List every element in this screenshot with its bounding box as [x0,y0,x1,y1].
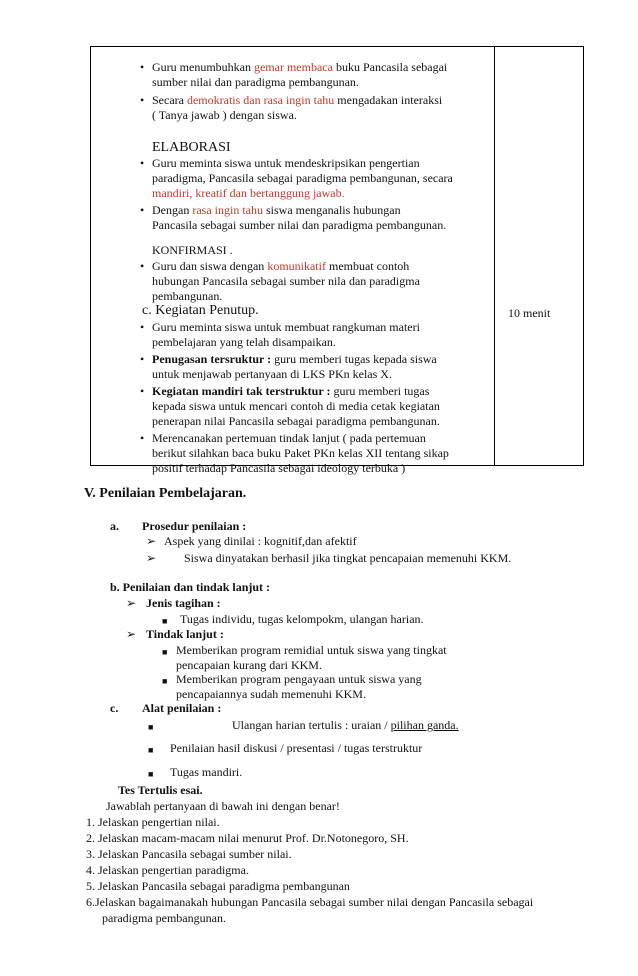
tes-instruction: Jawablah pertanyaan di bawah ini dengan benar! [106,799,340,813]
elaborasi-heading: ELABORASI [152,140,231,155]
penilaian-title: b. Penilaian dan tindak lanjut : [110,580,271,594]
bullet-icon: • [140,156,145,170]
list-item: Memberikan program pengayaan untuk siswa yang pencapaiannya sudah memenuhi KKM. [176,672,422,701]
square-bullet-icon: ■ [148,745,154,755]
bullet-item: • Penugasan tersruktur : guru memberi tugas kepada siswa untuk menjawab pertanyaan di LKS PKn kelas X. [140,352,437,381]
bullet-item: • Dengan rasa ingin tahu siswa menganalis hubungan Pancasila sebagai sumber nilai dan paradigma pembangunan. [140,203,447,232]
bullet-icon: • [140,384,145,398]
bullet-icon: • [140,60,145,74]
bullet-icon: • [140,93,145,107]
bullet-item: • Guru menumbuhkan gemar membaca buku Pancasila sebagai sumber nilai dan paradigma pembangunan. [140,60,448,89]
alat-penilaian-title: Alat penilaian : [142,701,222,715]
duration-cell: 10 menit [508,306,551,320]
jenis-tagihan-title: Jenis tagihan : [146,596,221,610]
bullet-item: • Kegiatan mandiri tak terstruktur : guru memberi tugas kepada siswa untuk mencari contoh di media cetak kegiatan penerapan nilai Pancasila sebagai paradigma pembangunan. [140,384,440,428]
question-item: 4. Jelaskan pengertian paradigma. [86,863,249,877]
konfirmasi-heading: KONFIRMASI . [152,243,233,257]
list-item: Tugas mandiri. [170,765,243,779]
list-item: Penilaian hasil diskusi / presentasi / tugas terstruktur [170,741,423,755]
bullet-icon: • [140,320,145,334]
arrow-bullet-icon: ➢ [126,627,137,641]
question-item: 1. Jelaskan pengertian nilai. [86,815,220,829]
list-item: Tugas individu, tugas kelompokm, ulangan harian. [180,612,424,626]
question-item: 5. Jelaskan Pancasila sebagai paradigma pembangunan [86,879,350,893]
square-bullet-icon: ■ [162,647,168,657]
question-item: 2. Jelaskan macam-macam nilai menurut Prof. Dr.Notonegoro, SH. [86,831,409,845]
bullet-item: • Guru dan siswa dengan komunikatif membuat contoh hubungan Pancasila sebagai sumber nila dan paradigma pembangunan. [140,259,420,303]
list-item: Aspek yang dinilai : kognitif,dan afektif [164,534,357,548]
bullet-item: • Guru meminta siswa untuk membuat rangkuman materi pembelajaran yang telah disampaikan. [140,320,420,349]
square-bullet-icon: ■ [148,769,154,779]
bullet-item: • Merencanakan pertemuan tindak lanjut ( pada pertemuan berikut silahkan baca buku Paket PKn kelas XII tentang sikap positif terhadap Pancasila sebagai ideology terbuka ) [140,431,449,475]
question-item-continuation: paradigma pembangunan. [102,911,226,925]
bullet-item: • Guru meminta siswa untuk mendeskripsikan pengertian paradigma, Pancasila sebagai paradigma pembangunan, secara mandiri, kreatif dan bertanggung jawab. [140,156,453,200]
bullet-icon: • [140,259,145,273]
item-label-a: a. [110,519,119,533]
square-bullet-icon: ■ [162,676,168,686]
bullet-icon: • [140,352,145,366]
bullet-icon: • [140,203,145,217]
bullet-item: • Secara demokratis dan rasa ingin tahu mengadakan interaksi ( Tanya jawab ) dengan siswa. [140,93,443,122]
question-item: 3. Jelaskan Pancasila sebagai sumber nilai. [86,847,292,861]
prosedur-title: Prosedur penilaian : [142,519,247,533]
penutup-heading: c. Kegiatan Penutup. [142,303,259,318]
table-column-divider [494,47,495,465]
arrow-bullet-icon: ➢ [146,534,157,548]
square-bullet-icon: ■ [162,616,168,626]
list-item: Memberikan program remidial untuk siswa yang tingkat pencapaian kurang dari KKM. [176,643,447,672]
arrow-bullet-icon: ➢ [146,551,157,565]
tindak-lanjut-title: Tindak lanjut : [146,627,224,641]
bullet-icon: • [140,431,145,445]
square-bullet-icon: ■ [148,722,154,732]
tes-title: Tes Tertulis esai. [118,783,203,797]
list-item: Ulangan harian tertulis : uraian / pilihan ganda. [232,718,459,732]
list-item: Siswa dinyatakan berhasil jika tingkat pencapaian memenuhi KKM. [184,551,512,565]
question-item: 6.Jelaskan bagaimanakah hubungan Pancasila sebagai sumber nilai dengan Pancasila sebagai [86,895,534,909]
item-label-c: c. [110,701,119,715]
section-title: V. Penilaian Pembelajaran. [84,486,247,501]
arrow-bullet-icon: ➢ [126,596,137,610]
